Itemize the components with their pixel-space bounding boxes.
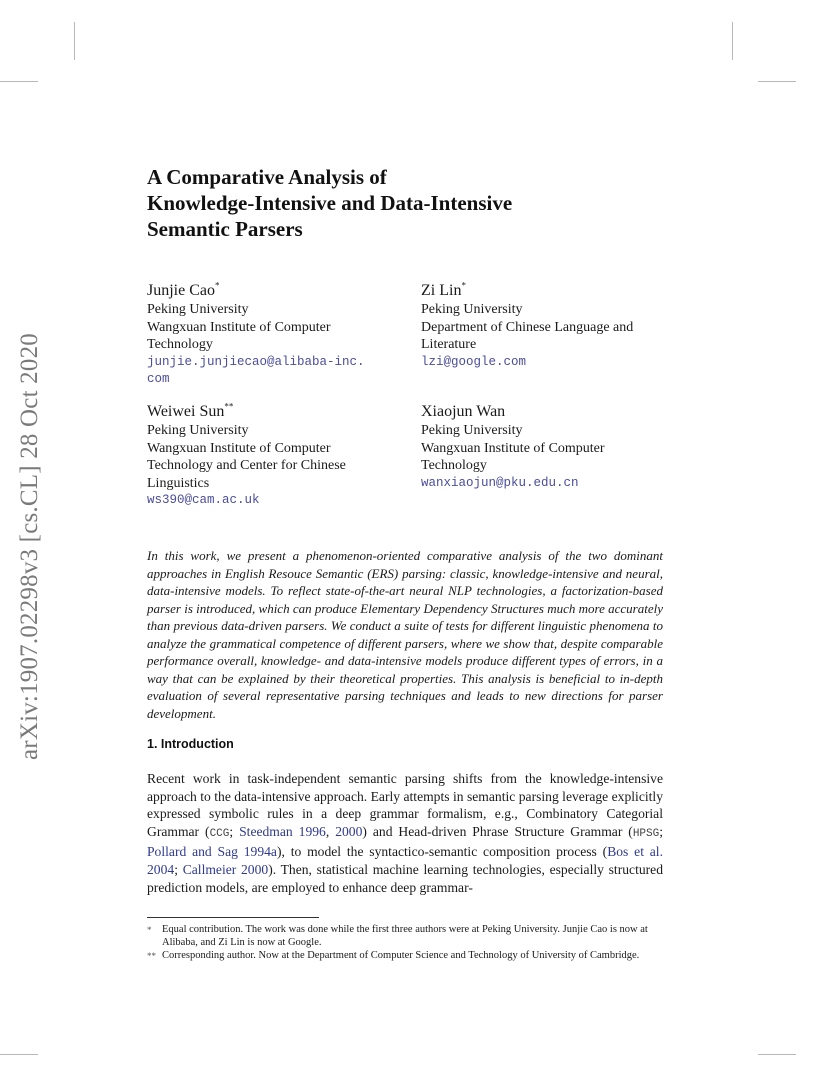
author-affiliation: Wangxuan Institute of Computer	[147, 319, 331, 335]
title-line: Knowledge-Intensive and Data-Intensive	[147, 191, 513, 215]
title-line: A Comparative Analysis of	[147, 165, 387, 189]
crop-mark	[0, 81, 38, 82]
author-affiliation: Department of Chinese Language and	[421, 319, 634, 335]
citation-link[interactable]: Bos et al. 2004	[147, 844, 663, 877]
footnote-symbol: **	[147, 951, 156, 961]
citation-link[interactable]: 2000	[335, 823, 363, 839]
author-block-xiaojun-wan	[421, 402, 671, 492]
title-line: Semantic Parsers	[147, 217, 303, 241]
author-affiliation: Peking University	[147, 302, 249, 317]
author-name: Junjie Cao*	[147, 280, 220, 299]
arxiv-identifier[interactable]: arXiv:1907.02298v3 [cs.CL] 28 Oct 2020	[16, 333, 43, 760]
corresponding-author-mark: **	[224, 401, 234, 412]
author-affiliation: Technology	[147, 337, 213, 352]
footnote-symbol: *	[147, 925, 152, 935]
author-email[interactable]: junjie.junjiecao@alibaba-inc.	[147, 354, 365, 369]
paper-title	[147, 164, 667, 242]
author-email[interactable]: ws390@cam.ac.uk	[147, 493, 260, 507]
author-affiliation: Technology and Center for Chinese	[147, 458, 346, 473]
abstract: In this work, we present a phenomenon-oriented comparative analysis of the two dominant approaches in English Resouce Semantic (ERS) parsing: classic, knowledge-intensive and neural, data-intensive models. To reflect state-of-the-art neural NLP technologies, a factorization-based parser is introduced, which can produce Elementary Dependency Structures much more accurately than previous data-driven parsers. We conduct a suite of tests for different linguistic phenomena to analyze the grammatical competence of different parsers, where we show that, despite comparable performance overall, knowledge- and data-intensive models produce different types of errors, in a way that can be explained by their theoretical properties. This analysis is beneficial to in-depth evaluation of several representative parsing techniques and leads to new directions for parser development.	[147, 548, 663, 721]
footnote-divider	[147, 917, 319, 918]
author-name: Zi Lin*	[421, 280, 466, 299]
intro-paragraph: Recent work in task-independent semantic parsing shifts from the knowledge-intensive approach to the data-intensive approach. Early attempts in semantic parsing leverage explicitly expressed symbolic rules in a deep grammar formalism, e.g., Combinatory Categorial Grammar (CCG; Steedman 1996, 2000) and Head-driven Phrase Structure Grammar (HPSG; Pollard and Sag 1994a), to model the syntactico-semantic composition process (Bos et al. 2004; Callmeier 2000). Then, statistical machine learning technologies, especially structured prediction models, are employed to enhance deep grammar-	[147, 771, 664, 895]
author-affiliation: Peking University	[421, 423, 523, 438]
crop-mark	[758, 81, 796, 82]
author-email[interactable]: com	[147, 372, 170, 386]
author-block-weiwei-sun	[147, 402, 397, 510]
acronym-hpsg: HPSG	[632, 827, 660, 840]
crop-mark	[732, 22, 733, 60]
author-affiliation: Technology	[421, 458, 487, 473]
section-heading: 1. Introduction	[147, 737, 234, 751]
citation-link[interactable]: Callmeier 2000	[182, 861, 269, 877]
author-affiliation: Wangxuan Institute of Computer	[147, 440, 331, 456]
author-affiliation: Peking University	[421, 302, 523, 317]
footnote-text: Equal contribution. The work was done while the first three authors were at Peking University. Junjie Cao is now at Alibaba, and Zi Lin is now at Google.	[162, 924, 648, 948]
equal-contribution-mark: *	[461, 280, 466, 291]
author-email[interactable]: lzi@google.com	[421, 354, 527, 369]
footnote	[147, 924, 663, 949]
author-affiliation: Wangxuan Institute of Computer	[421, 440, 605, 456]
citation-link[interactable]: Steedman 1996	[239, 823, 326, 839]
crop-mark	[0, 1054, 38, 1055]
author-name: Xiaojun Wan	[421, 403, 506, 420]
acronym-ccg: CCG	[209, 827, 230, 840]
author-email[interactable]: wanxiaojun@pku.edu.cn	[421, 475, 579, 490]
citation-link[interactable]: Pollard and Sag 1994a	[147, 844, 277, 860]
author-affiliation: Linguistics	[147, 475, 210, 491]
equal-contribution-mark: *	[215, 280, 220, 291]
author-affiliation: Literature	[421, 337, 477, 352]
author-affiliation: Peking University	[147, 423, 249, 438]
author-block-zi-lin	[421, 281, 671, 371]
crop-mark	[74, 22, 75, 60]
crop-mark	[758, 1054, 796, 1055]
author-block-junjie-cao	[147, 281, 397, 389]
footnote	[147, 950, 663, 963]
footnote-text: Corresponding author. Now at the Department of Computer Science and Technology of University of Cambridge.	[162, 950, 640, 961]
author-name: Weiwei Sun**	[147, 401, 234, 420]
